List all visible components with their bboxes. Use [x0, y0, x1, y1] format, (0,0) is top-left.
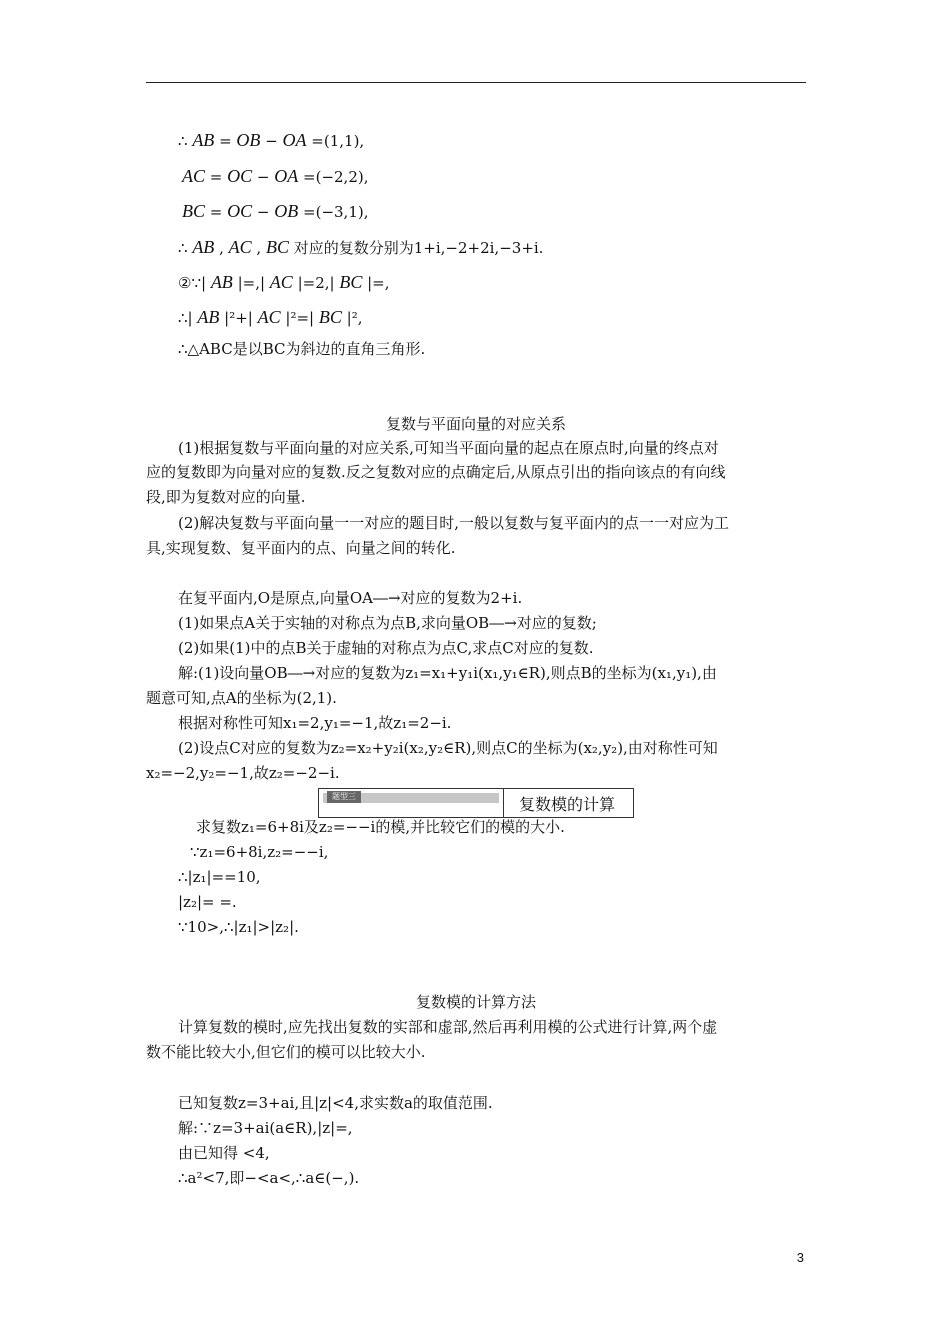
proof-line-5: ②∵| AB |=,| AC |=2,| BC |=, [178, 272, 390, 292]
proof-line-6: ∴| AB |²+| AC |²=| BC |², [178, 307, 363, 327]
solution-line: ∵z₁=6+8i,z₂=−−i, [190, 843, 329, 861]
solution-line: 题意可知,点A的坐标为(2,1). [146, 689, 337, 707]
problem-type-tag [323, 793, 499, 803]
paragraph-line: (2)解决复数与平面向量一一对应的题目时,一般以复数与复平面内的点一一对应为工 [178, 514, 730, 532]
proof-line-2: AC = OC − OA =(−2,2), [182, 166, 369, 186]
solution-line: ∴|z₁|==10, [178, 868, 261, 886]
solution-line: x₂=−2,y₂=−1,故z₂=−2−i. [146, 764, 340, 782]
paragraph-line: 段,即为复数对应的向量. [146, 488, 306, 506]
paragraph-line: 应的复数即为向量对应的复数.反之复数对应的点确定后,从原点引出的指向该点的有向线 [146, 463, 726, 481]
proof-line-4: ∴ AB , AC , BC 对应的复数分别为1+i,−2+2i,−3+i. [178, 237, 544, 257]
problem-line: 求复数z₁=6+8i及z₂=−−i的模,并比较它们的模的大小. [196, 818, 565, 836]
problem-line: 已知复数z=3+ai,且|z|<4,求实数a的取值范围. [178, 1094, 493, 1112]
paragraph-line: 计算复数的模时,应先找出复数的实部和虚部,然后再利用模的公式进行计算,两个虚 [178, 1018, 718, 1036]
problem-line: (1)如果点A关于实轴的对称点为点B,求向量OB―→对应的复数; [178, 614, 597, 632]
box-divider [503, 789, 504, 817]
solution-line: 解:(1)设向量OB―→对应的复数为z₁=x₁+y₁i(x₁,y₁∈R),则点B的坐标为(x₁,y₁),由 [178, 664, 717, 682]
solution-line: (2)设点C对应的复数为z₂=x₂+y₂i(x₂,y₂∈R),则点C的坐标为(x₂,y₂),由对称性可知 [178, 739, 718, 757]
solution-line: 根据对称性可知x₁=2,y₁=−1,故z₁=2−i. [178, 714, 452, 732]
paragraph-line: 数不能比较大小,但它们的模可以比较大小. [146, 1043, 426, 1061]
problem-line: (2)如果(1)中的点B关于虚轴的对称点为点C,求点C对应的复数. [178, 639, 594, 657]
header-rule [146, 82, 806, 83]
proof-line-7: ∴△ABC是以BC为斜边的直角三角形. [178, 340, 426, 358]
problem-type-title: 复数模的计算 [519, 795, 616, 814]
section-title-vector-correspondence: 复数与平面向量的对应关系 [385, 415, 566, 433]
solution-line: ∵10>,∴|z₁|>|z₂|. [178, 918, 299, 936]
problem-line: 在复平面内,O是原点,向量OA―→对应的复数为2+i. [178, 589, 523, 607]
paragraph-line: (1)根据复数与平面向量的对应关系,可知当平面向量的起点在原点时,向量的终点对 [178, 439, 719, 457]
solution-line: 由已知得 <4, [178, 1144, 270, 1162]
section-title-modulus-method: 复数模的计算方法 [415, 993, 536, 1011]
proof-line-1: ∴ AB = OB − OA =(1,1), [178, 130, 365, 150]
paragraph-line: 具,实现复数、复平面内的点、向量之间的转化. [146, 539, 456, 557]
solution-line: |z₂|= =. [178, 893, 237, 911]
page-number: 3 [796, 1250, 804, 1265]
problem-type-box [318, 788, 634, 818]
problem-type-tag-label: 题型三 [327, 791, 361, 803]
solution-line: 解:∵z=3+ai(a∈R),|z|=, [178, 1119, 353, 1137]
solution-line: ∴a²<7,即−<a<,∴a∈(−,). [178, 1169, 360, 1187]
proof-line-3: BC = OC − OB =(−3,1), [182, 201, 369, 221]
